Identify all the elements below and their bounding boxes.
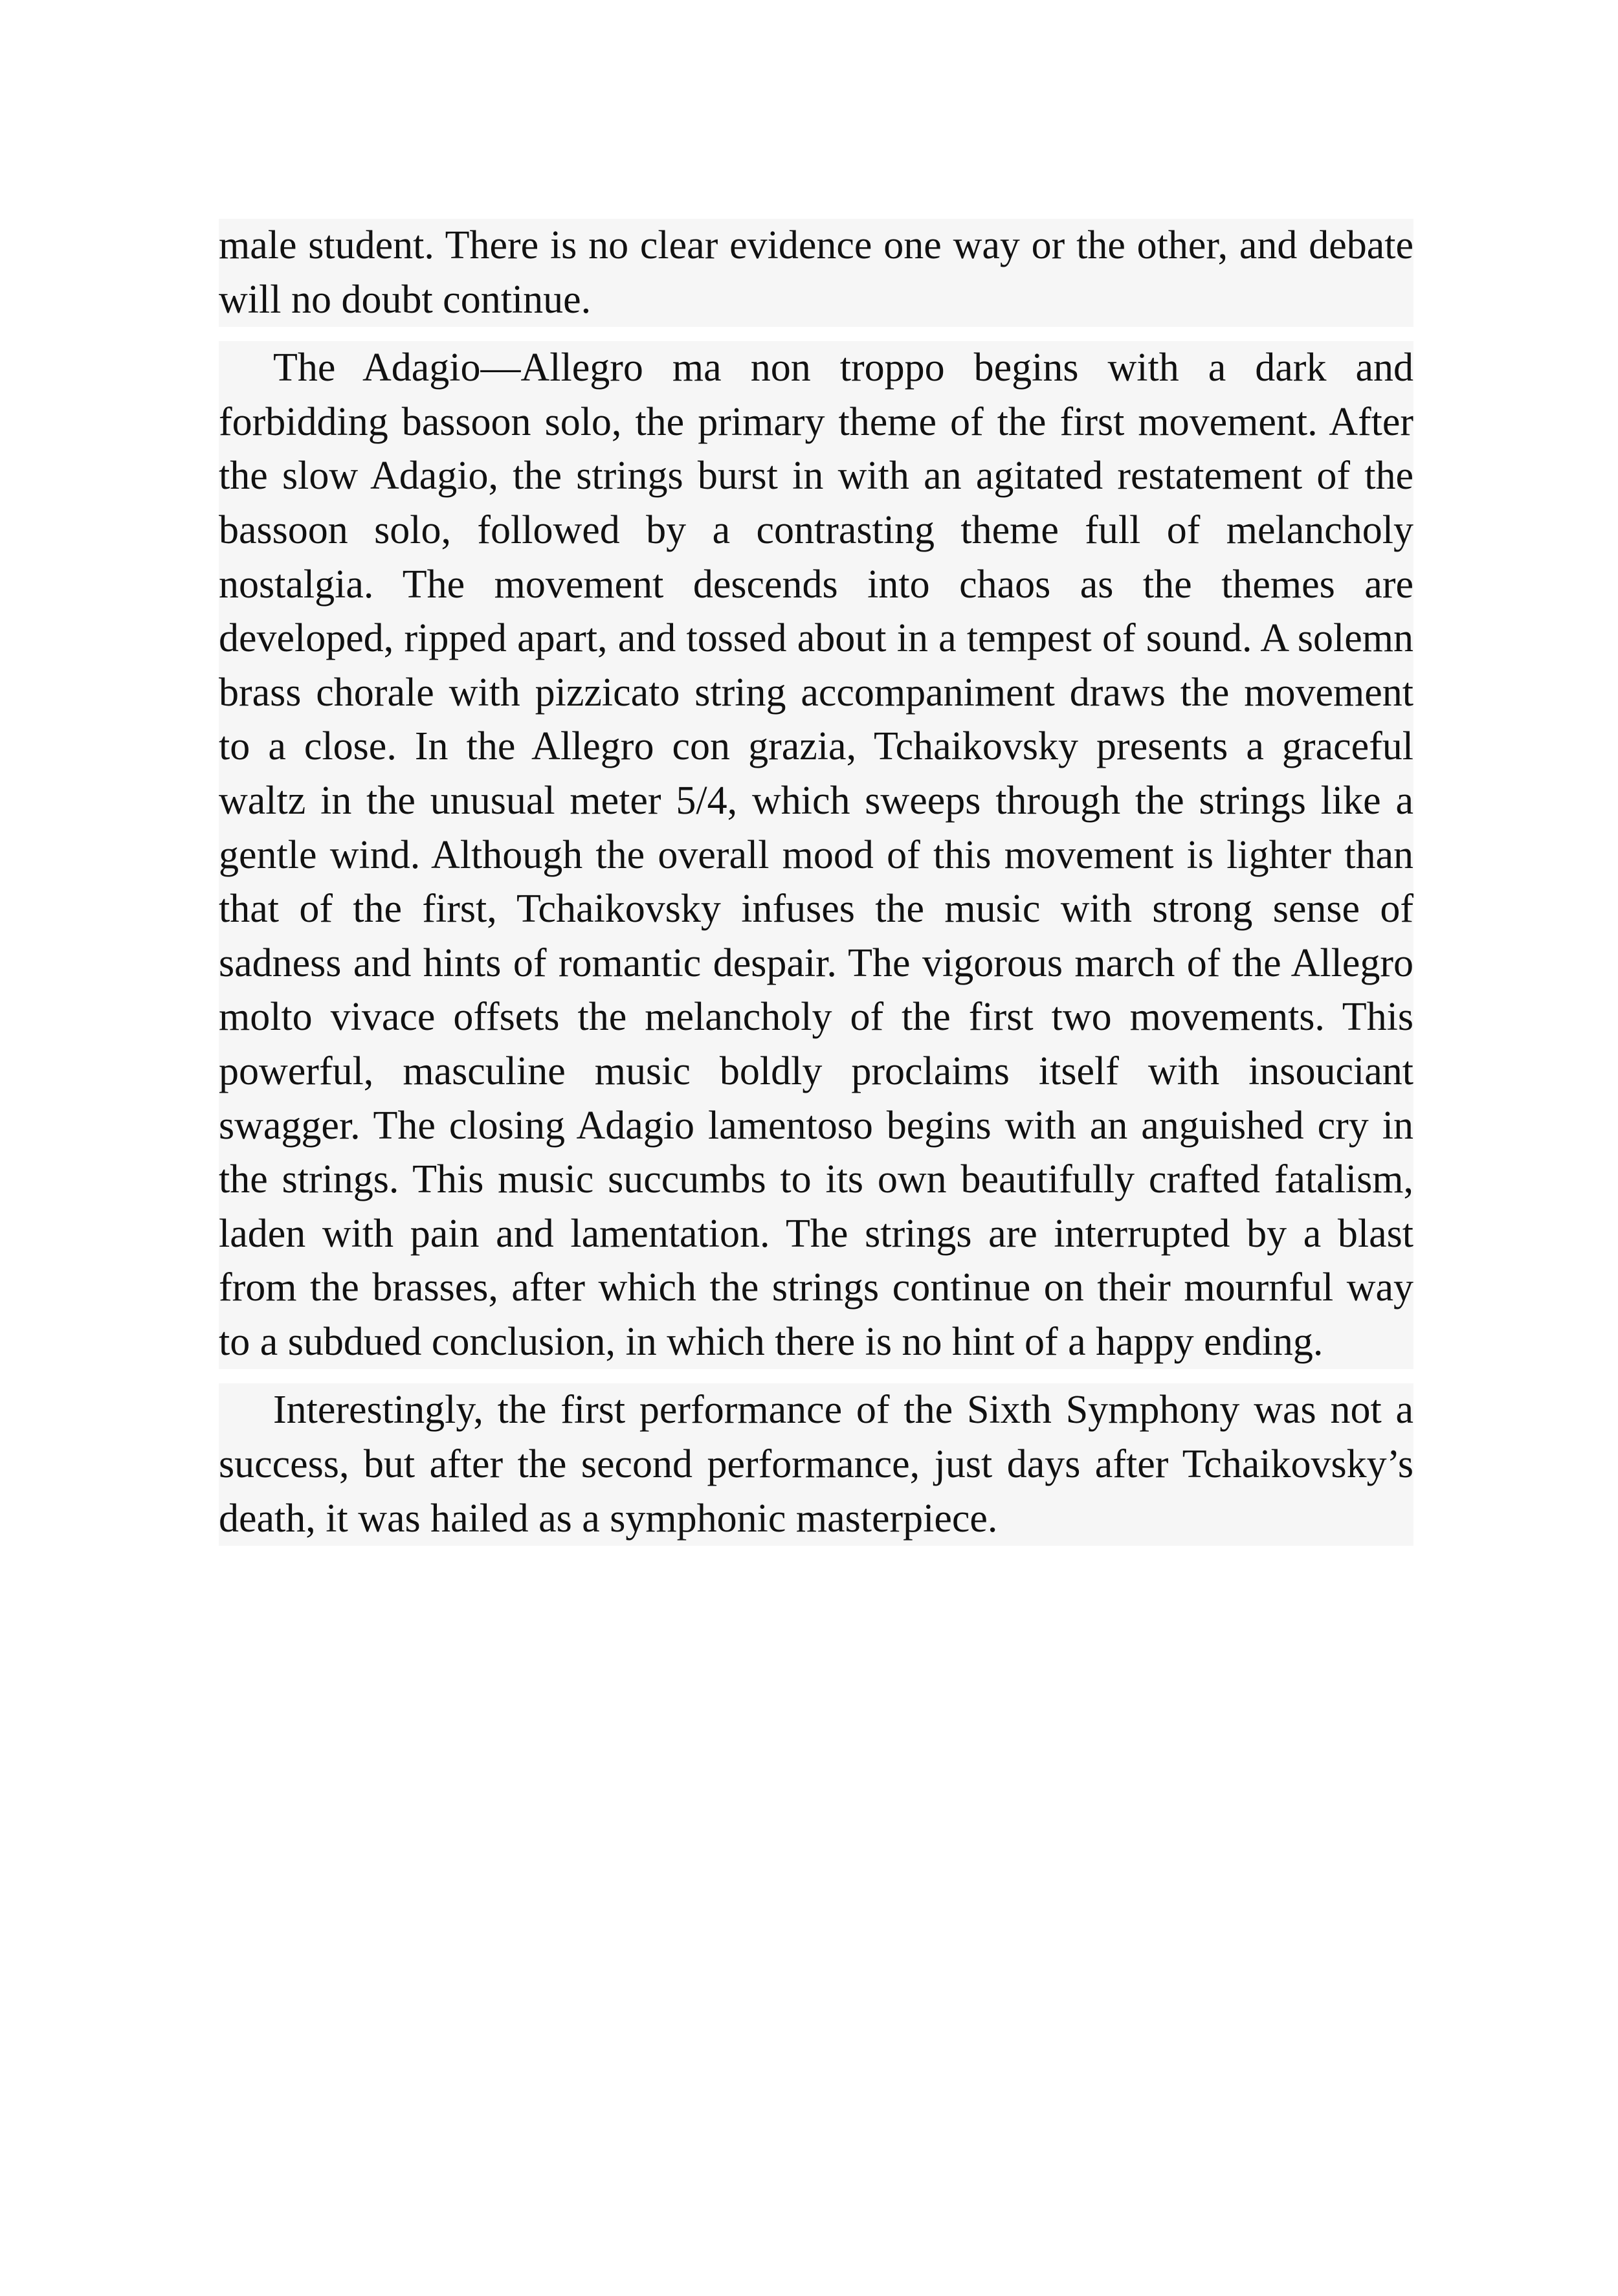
body-text <box>219 219 1413 1546</box>
paragraph-premiere: Interestingly, the first performance of the Sixth Symphony was not a success, but after the second performance, just days after Tchaikovsky’s death, it was hailed as a symphonic masterpiece. <box>219 1383 1413 1546</box>
paragraph-movements: The Adagio—Allegro ma non troppo begins with a dark and forbidding bassoon solo, the primary theme of the first movement. After the slow Adagio, the strings burst in with an agitated restatement of the bassoon solo, followed by a contrasting theme full of melancholy nostalgia. The movement descends into chaos as the themes are developed, ripped apart, and tossed about in a tempest of sound. A solemn brass chorale with pizzicato string accompaniment draws the movement to a close. In the Allegro con grazia, Tchaikovsky presents a graceful waltz in the unusual meter 5/4, which sweeps through the strings like a gentle wind. Although the overall mood of this movement is lighter than that of the first, Tchaikovsky infuses the music with strong sense of sadness and hints of romantic despair. The vigorous march of the Allegro molto vivace offsets the melancholy of the first two movements. This powerful, masculine music boldly proclaims itself with insouciant swagger. The closing Adagio lamentoso begins with an anguished cry in the strings. This music succumbs to its own beautifully crafted fatalism, laden with pain and lamentation. The strings are interrupted by a blast from the brasses, after which the strings continue on their mournful way to a subdued conclusion, in which there is no hint of a happy ending. <box>219 341 1413 1369</box>
paragraph-continuation: male student. There is no clear evidence one way or the other, and debate will no doubt continue. <box>219 219 1413 327</box>
